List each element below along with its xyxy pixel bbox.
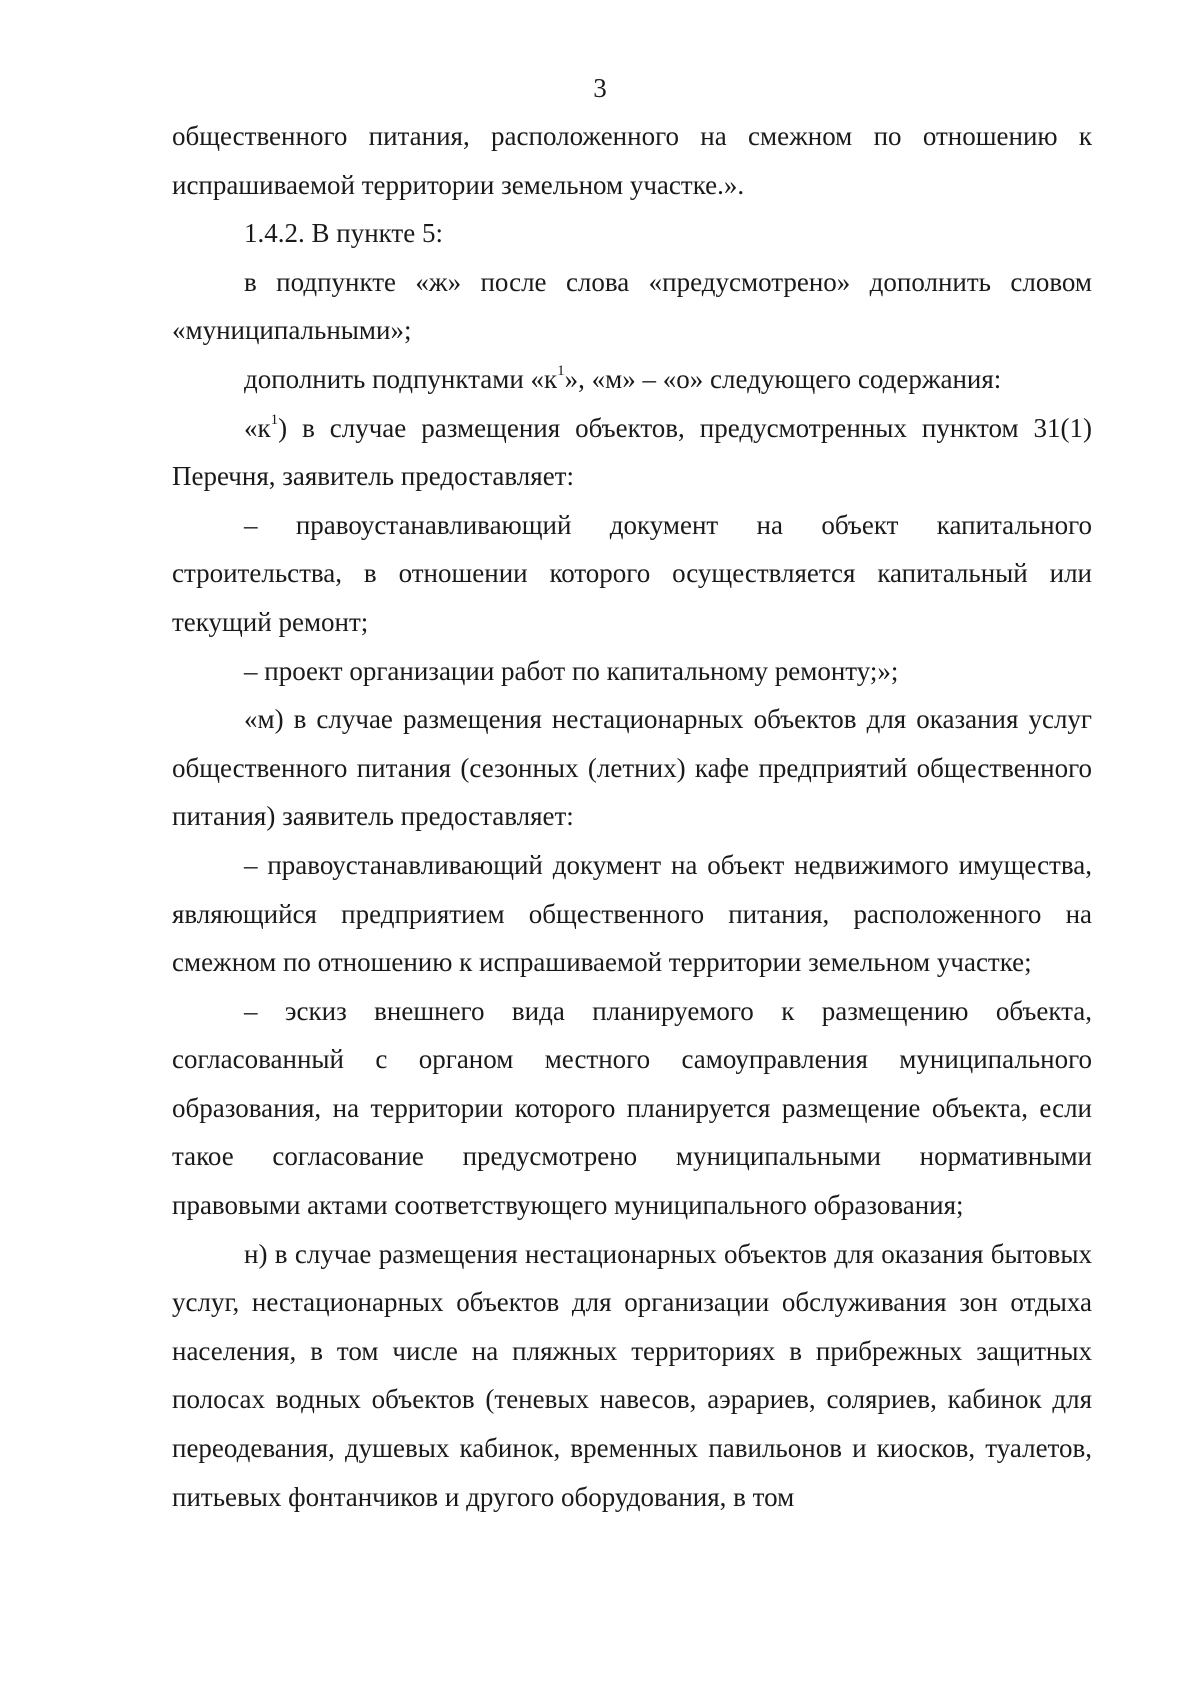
paragraph-subclause-m: «м) в случае размещения нестационарных объектов для оказания услуг общественного питания (сезонных (летних) кафе предприятий общественного питания) заявитель предоставляет: [172, 704, 1092, 832]
list-item-works-project: – проект организации работ по капитальному ремонту;»; [244, 655, 899, 686]
page-number: 3 [593, 73, 607, 103]
paragraph-text-before: «к [244, 412, 271, 443]
superscript-index: 1 [270, 411, 279, 428]
list-item-ownership-document: – правоустанавливающий документ на объект капитального строительства, в отношении которого осуществляется капитальный или текущий ремонт; [172, 509, 1092, 637]
paragraph-add-subclauses [172, 355, 1092, 404]
paragraph-subclause-k1 [172, 404, 1092, 501]
paragraph-subclause-zh: в подпункте «ж» после слова «предусмотрено» дополнить словом «муниципальными»; [172, 266, 1092, 346]
paragraph-text-after: », «м» – «о» следующего содержания: [564, 363, 1002, 394]
paragraph-subclause-n: н) в случае размещения нестационарных объектов для оказания бытовых услуг, нестационарных объектов для организации обслуживания зон отдыха населения, в том числе на пляжных территориях в прибрежных защитных полосах водных объектов (теневых навесов, аэрариев, соляриев, кабинок для переодевания, душевых кабинок, временных павильонов и киосков, туалетов, питьевых фонтанчиков и другого оборудования, в том [172, 1238, 1092, 1512]
paragraph-text-after: ) в случае размещения объектов, предусмотренных пунктом 31(1) Перечня, заявитель предоставляет: [172, 412, 1092, 492]
paragraph-text-before: дополнить подпунктами «к [244, 363, 558, 394]
paragraph-continuation: общественного питания, расположенного на смежном по отношению к испрашиваемой территории земельном участке.». [172, 121, 1092, 200]
document-body [172, 112, 1092, 1521]
paragraph-clause-1-4-2: 1.4.2. В пункте 5: [244, 218, 443, 249]
superscript-index: 1 [557, 362, 565, 379]
list-item-property-document: – правоустанавливающий документ на объект недвижимого имущества, являющийся предприятием общественного питания, расположенного на смежном по отношению к испрашиваемой территории земельном участке; [172, 849, 1092, 978]
list-item-sketch: – эскиз внешнего вида планируемого к размещению объекта, согласованный с органом местного самоуправления муниципального образования, на территории которого планируется размещение объекта, если такое согласование предусмотрено муниципальными нормативными правовыми актами соответствующего муниципального образования; [172, 995, 1092, 1221]
